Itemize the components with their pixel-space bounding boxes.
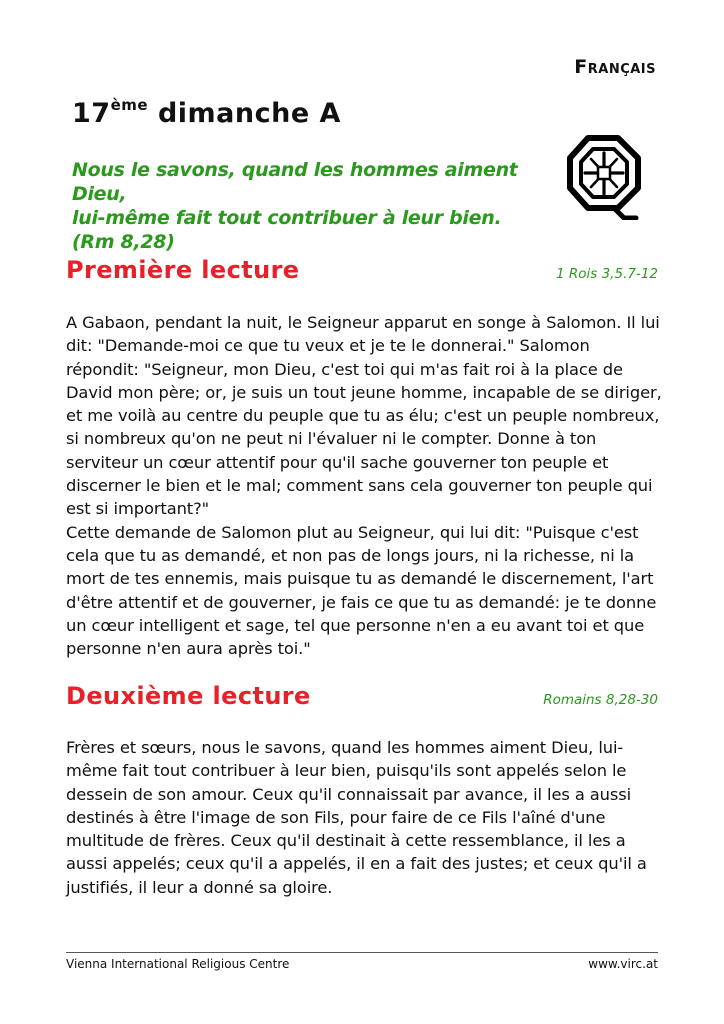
subtitle-quote [72, 158, 542, 254]
subtitle-line-2: lui-même fait tout contribuer à leur bien. (Rm 8,28) [72, 207, 502, 253]
footer-website: www.virc.at [588, 957, 658, 971]
reading-1-title: Première lecture [66, 256, 300, 284]
title-rest: dimanche A [148, 98, 341, 129]
title-number: 17 [72, 98, 111, 129]
reading-2-title: Deuxième lecture [66, 682, 311, 710]
reading-2-text [66, 736, 662, 899]
page-title [72, 98, 341, 129]
virc-monogram-logo-icon [562, 128, 644, 220]
reading-1-paragraph-2: Cette demande de Salomon plut au Seigneur, qui lui dit: "Puisque c'est cela que tu as demandé, et non pas de longs jours, ni la richesse, ni la mort de tes ennemis, mais puisque tu as demandé le discernement, l'art d'être attentif et de gouverner, je fais ce que tu as demandé: je te donne un cœur intelligent et sage, tel que personne n'en a eu avant toi et que personne n'en aura après toi." [66, 522, 657, 659]
reading-1-text [66, 311, 662, 660]
footer-organization: Vienna International Religious Centre [66, 957, 290, 971]
reading-1-paragraph-1: A Gabaon, pendant la nuit, le Seigneur apparut en songe à Salomon. Il lui dit: "Demande-moi ce que tu veux et je te le donnerai." Salomon répondit: "Seigneur, mon Dieu, c'est toi qui m'as fait roi à la place de David mon père; or, je suis un tout jeune homme, incapable de se diriger, et me voilà au centre du peuple que tu as élu; c'est un peuple nombreux, si nombreux qu'on ne peut ni l'évaluer ni le compter. Donne à ton serviteur un cœur attentif pour qu'il sache gouverner ton peuple et discerner le bien et le mal; comment sans cela gouverner ton peuple qui est si important?" [66, 313, 662, 519]
language-label: Français [574, 56, 656, 78]
reading-2-reference: Romains 8,28-30 [543, 692, 658, 708]
reading-1-reference: 1 Rois 3,5.7-12 [556, 266, 658, 282]
footer-divider [66, 952, 658, 953]
reading-2-paragraph-1: Frères et sœurs, nous le savons, quand les hommes aiment Dieu, lui-même fait tout contribuer à leur bien, puisqu'ils sont appelés selon le dessein de son amour. Ceux qu'il connaissait par avance, il les a aussi destinés à être l'image de son Fils, pour faire de ce Fils l'aîné d'une multitude de frères. Ceux qu'il destinait à cette ressemblance, il les a aussi appelés; ceux qu'il a appelés, il en a fait des justes; et ceux qu'il a justifiés, il leur a donné sa gloire. [66, 738, 647, 897]
subtitle-line-1: Nous le savons, quand les hommes aiment Dieu, [72, 159, 518, 205]
title-suffix: ème [110, 96, 149, 114]
